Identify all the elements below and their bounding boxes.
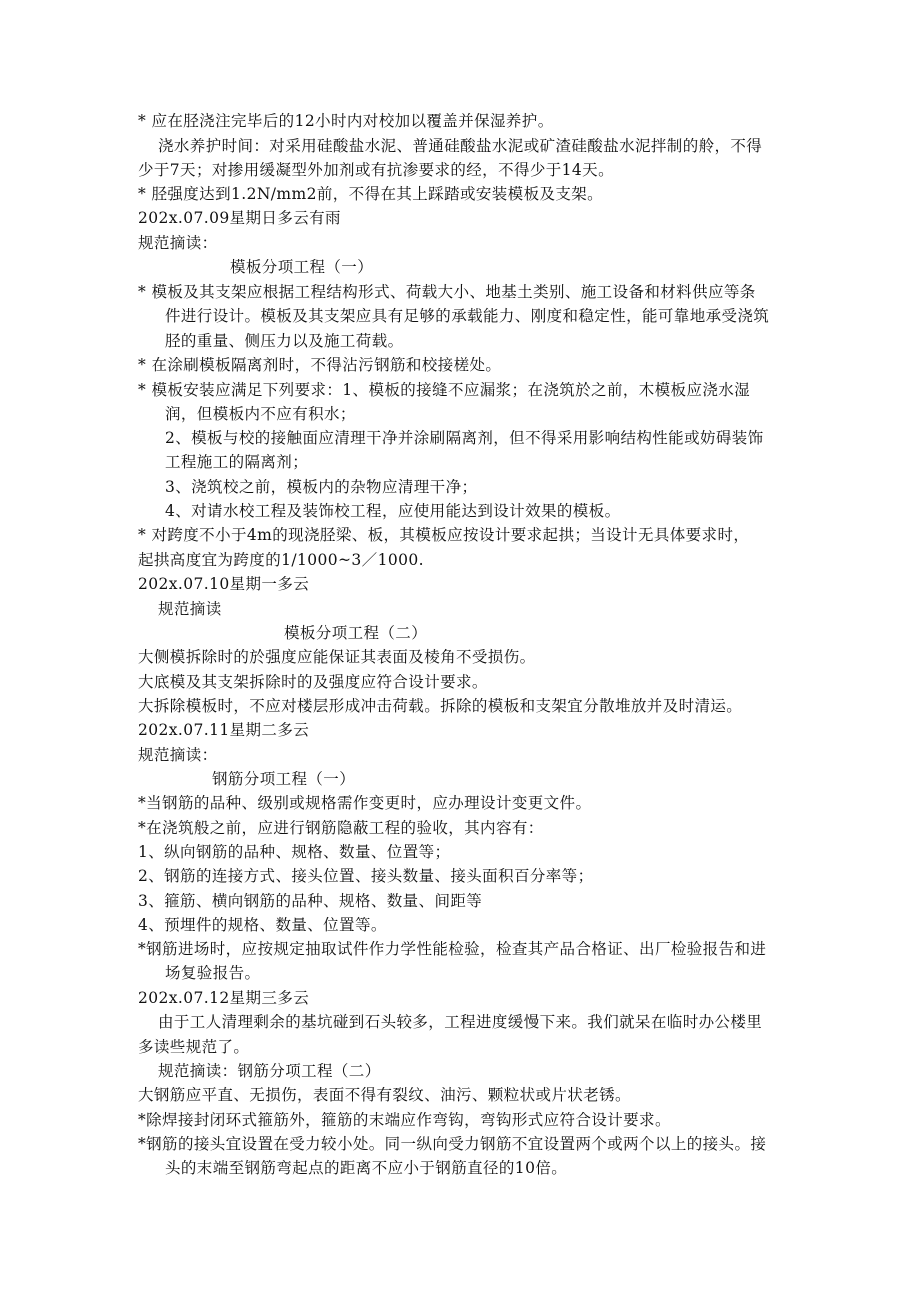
- date-heading: 202x.07.10星期一多云: [138, 575, 310, 593]
- section-title: 模板分项工程（二）: [284, 624, 428, 642]
- text-line: 3、箍筋、横向钢筋的品种、规格、数量、间距等: [138, 892, 483, 910]
- text-line: 头的末端至钢筋弯起点的距离不应小于钢筋直径的10倍。: [165, 1159, 568, 1177]
- text-line: 4、对请水校工程及装饰校工程，应使用能达到设计效果的模板。: [165, 502, 621, 520]
- text-line: * 模板安装应满足下列要求：1、模板的接缝不应漏浆；在浇筑於之前，木模板应浇水湿: [138, 381, 751, 399]
- text-line: 工程施工的隔离剂；: [165, 453, 309, 471]
- text-line: *钢筋的接头宜设置在受力较小处。同一纵向受力钢筋不宜设置两个或两个以上的接头。接: [138, 1135, 767, 1153]
- text-line: * 胫强度达到1.2N/mm2前，不得在其上踩踏或安装模板及支架。: [138, 185, 604, 203]
- text-line: 2、模板与校的接触面应清理干净并涂刷隔离剂，但不得采用影响结构性能或妨碍装饰: [165, 429, 764, 447]
- text-line: *当钢筋的品种、级别或规格需作变更时，应办理设计变更文件。: [138, 794, 592, 812]
- text-line: * 模板及其支架应根据工程结构形式、荷载大小、地基土类别、施工设备和材料供应等条: [138, 283, 756, 301]
- text-line: 大拆除模板时，不应对楼层形成冲击荷载。拆除的模板和支架宜分散堆放并及时清运。: [138, 697, 743, 715]
- text-line: 件进行设计。模板及其支架应具有足够的承载能力、刚度和稳定性，能可靠地承受浇筑: [165, 307, 770, 325]
- section-title: 钢筋分项工程（一）: [212, 770, 356, 788]
- section-title: 模板分项工程（一）: [230, 258, 374, 276]
- text-line: 浇水养护时间：对采用硅酸盐水泥、普通硅酸盐水泥或矿渣硅酸盐水泥拌制的舲，不得: [158, 137, 763, 155]
- date-heading: 202x.07.09星期日多云有雨: [138, 209, 341, 227]
- text-line: 2、钢筋的连接方式、接头位置、接头数量、接头面积百分率等；: [138, 867, 594, 885]
- text-line: 大底模及其支架拆除时的及强度应符合设计要求。: [138, 673, 488, 691]
- text-line: * 在涂刷模板隔离剂时，不得沾污钢筋和校接槎处。: [138, 356, 502, 374]
- text-line: 润，但模板内不应有积水；: [165, 405, 356, 423]
- text-line: 4、预埋件的规格、数量、位置等。: [138, 916, 387, 934]
- text-line: *除焊接封闭环式箍筋外，箍筋的末端应作弯钩，弯钩形式应符合设计要求。: [138, 1111, 671, 1129]
- text-line: 大钢筋应平直、无损伤，表面不得有裂纹、油污、颗粒状或片状老锈。: [138, 1086, 631, 1104]
- section-label: 规范摘读: [158, 600, 222, 618]
- text-line: *在浇筑般之前，应进行钢筋隐蔽工程的验收，其内容有：: [138, 819, 544, 837]
- text-line: 由于工人清理剩余的基坑碰到石头较多，工程进度缓慢下来。我们就呆在临时办公楼里: [158, 1013, 763, 1031]
- section-label: 规范摘读：: [138, 234, 218, 252]
- text-line: 大侧模拆除时的於强度应能保证其表面及棱角不受损伤。: [138, 648, 536, 666]
- text-line: 3、浇筑校之前，模板内的杂物应清理干净；: [165, 478, 478, 496]
- text-line: * 对跨度不小于4m的现浇胫梁、板，其模板应按设计要求起拱；当设计无具体要求时，: [138, 526, 750, 544]
- section-label: 规范摘读：: [138, 746, 218, 764]
- date-heading: 202x.07.12星期三多云: [138, 989, 310, 1007]
- text-line: 胫的重量、侧压力以及施工荷载。: [165, 332, 404, 350]
- text-line: 1、纵向钢筋的品种、规格、数量、位置等；: [138, 843, 451, 861]
- text-line: *钢筋进场时，应按规定抽取试件作力学性能检验，检查其产品合格证、出厂检验报告和进: [138, 940, 767, 958]
- text-line: * 应在胫浇注完毕后的12小时内对校加以覆盖并保湿养护。: [138, 112, 554, 130]
- text-line: 起拱高度宜为跨度的1/1000~3／1000.: [138, 551, 424, 569]
- text-line: 场复验报告。: [165, 964, 261, 982]
- text-line: 少于7天；对掺用缓凝型外加剂或有抗渗要求的经，不得少于14天。: [138, 161, 614, 179]
- date-heading: 202x.07.11星期二多云: [138, 721, 310, 739]
- text-line: 多读些规范了。: [138, 1038, 250, 1056]
- section-label: 规范摘读：钢筋分项工程（二）: [158, 1062, 381, 1080]
